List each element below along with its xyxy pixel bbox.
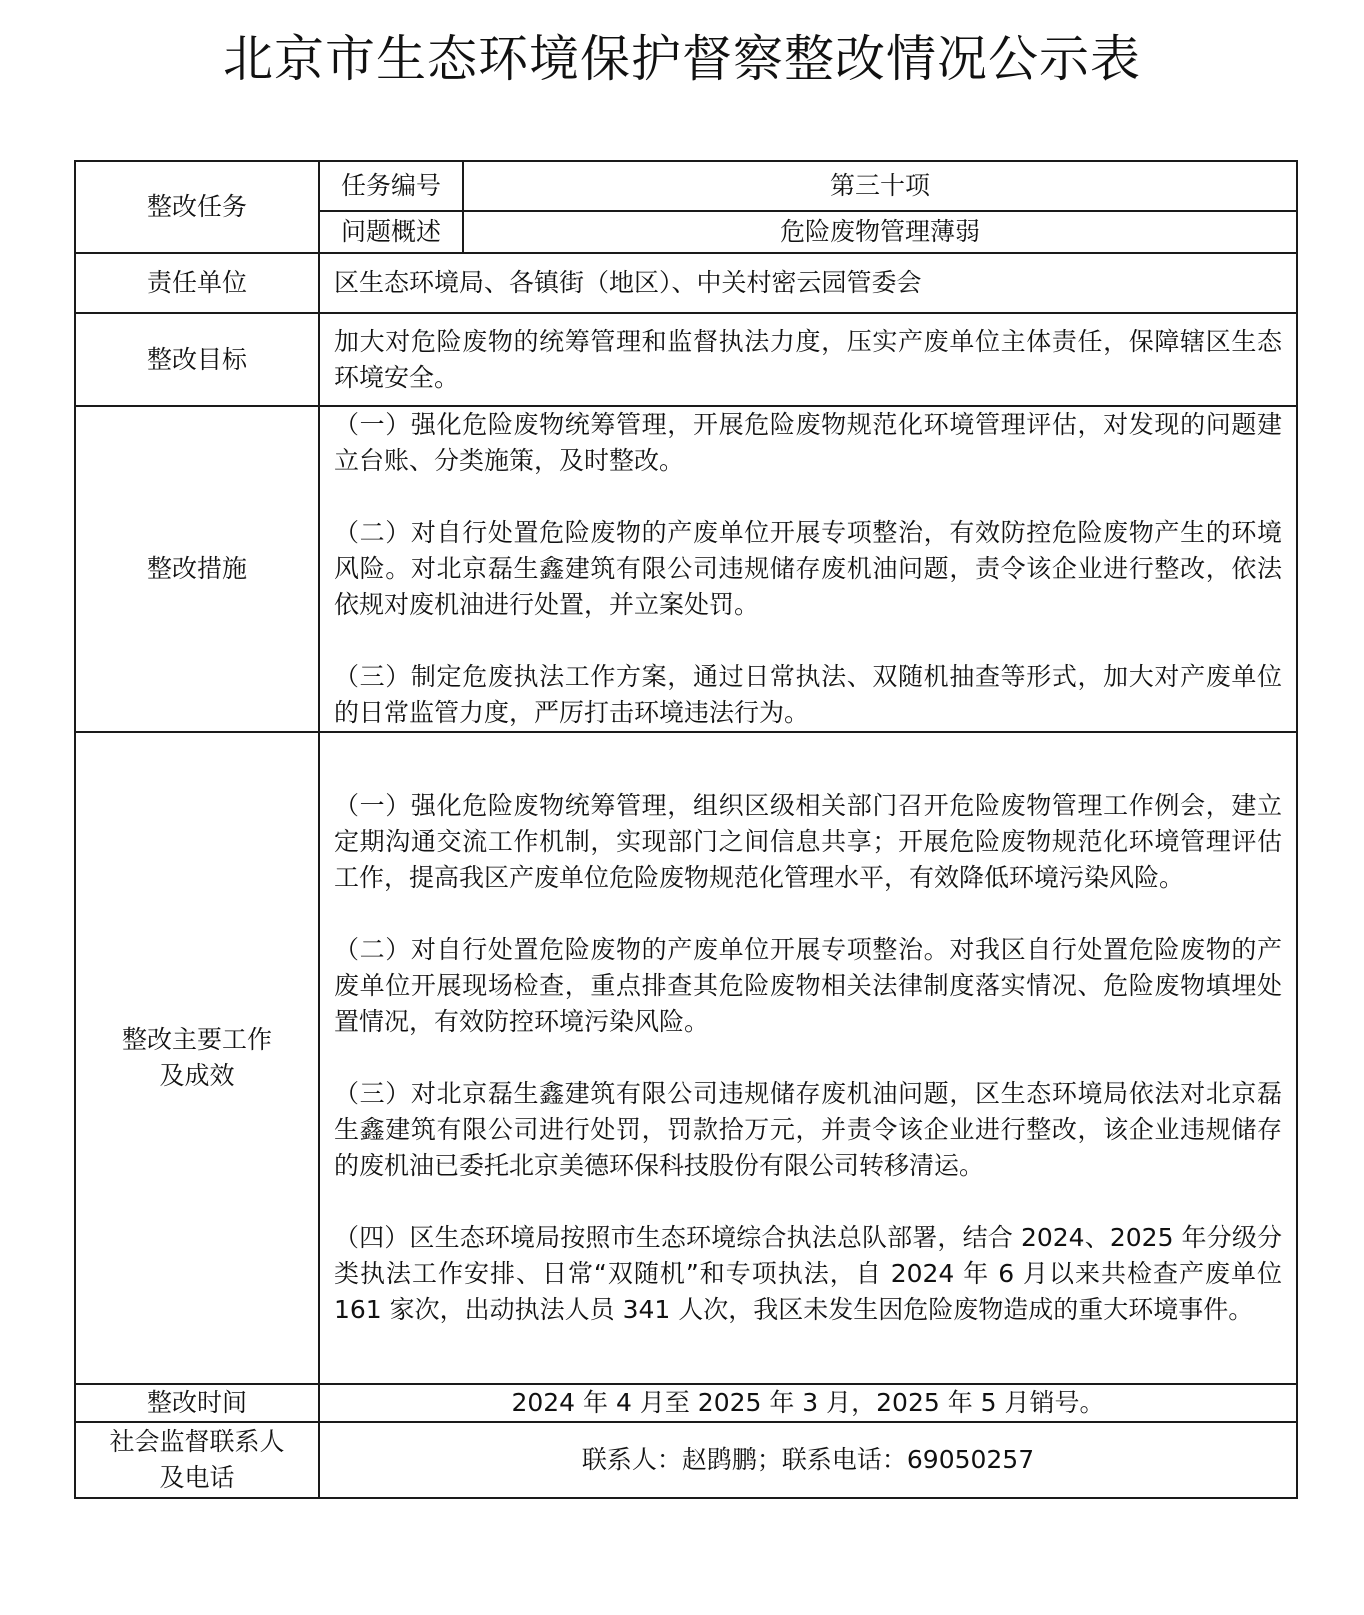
timeline-row (75, 1384, 1297, 1422)
task-number-label: 任务编号 (319, 161, 463, 211)
measures-row (75, 406, 1297, 732)
work-item: （三）对北京磊生鑫建筑有限公司违规储存废机油问题，区生态环境局依法对北京磊生鑫建筑有限公司进行处罚，罚款拾万元，并责令该企业进行整改，该企业违规储存的废机油已委托北京美德环保科技股份有限公司转移清运。 (334, 1079, 1282, 1180)
measures-content (319, 406, 1297, 732)
task-row-number (75, 161, 1297, 211)
goal-value: 加大对危险废物的统筹管理和监督执法力度，压实产废单位主体责任，保障辖区生态环境安全。 (319, 313, 1297, 406)
work-item: （一）强化危险废物统筹管理，组织区级相关部门召开危险废物管理工作例会，建立定期沟通交流工作机制，实现部门之间信息共享；开展危险废物规范化环境管理评估工作，提高我区产废单位危险废物规范化管理水平，有效降低环境污染风险。 (334, 791, 1282, 892)
page-title: 北京市生态环境保护督察整改情况公示表 (223, 30, 1141, 88)
work-label-line1: 整改主要工作 (121, 1025, 272, 1054)
task-summary-value: 危险废物管理薄弱 (463, 211, 1297, 253)
responsible-label: 责任单位 (75, 253, 319, 313)
goal-label: 整改目标 (75, 313, 319, 406)
task-number-value: 第三十项 (463, 161, 1297, 211)
work-content (319, 732, 1297, 1384)
responsible-value: 区生态环境局、各镇街（地区）、中关村密云园管委会 (319, 253, 1297, 313)
measure-item: （二）对自行处置危险废物的产废单位开展专项整治，有效防控危险废物产生的环境风险。对北京磊生鑫建筑有限公司违规储存废机油问题，责令该企业进行整改，依法依规对废机油进行处置，并立案处罚。 (334, 518, 1282, 619)
goal-row (75, 313, 1297, 406)
responsible-row (75, 253, 1297, 313)
task-summary-label: 问题概述 (319, 211, 463, 253)
timeline-label: 整改时间 (75, 1384, 319, 1422)
work-item: （二）对自行处置危险废物的产废单位开展专项整治。对我区自行处置危险废物的产废单位开展现场检查，重点排查其危险废物相关法律制度落实情况、危险废物填埋处置情况，有效防控环境污染风险。 (334, 935, 1282, 1036)
contact-value: 联系人：赵鹍鹏；联系电话：69050257 (319, 1422, 1297, 1498)
work-label-line2: 及成效 (159, 1061, 235, 1090)
task-label: 整改任务 (75, 161, 319, 253)
contact-row (75, 1422, 1297, 1498)
work-label (75, 732, 319, 1384)
measure-item: （一）强化危险废物统筹管理，开展危险废物规范化环境管理评估，对发现的问题建立台账、分类施策，及时整改。 (334, 410, 1282, 475)
notice-table (74, 160, 1298, 1499)
contact-label-line2: 及电话 (159, 1463, 235, 1492)
contact-label (75, 1422, 319, 1498)
timeline-value: 2024 年 4 月至 2025 年 3 月，2025 年 5 月销号。 (319, 1384, 1297, 1422)
work-item: （四）区生态环境局按照市生态环境综合执法总队部署，结合 2024、2025 年分级分类执法工作安排、日常“双随机”和专项执法，自 2024 年 6 月以来共检查产废单位 161 家次，出动执法人员 341 人次，我区未发生因危险废物造成的重大环境事件。 (334, 1223, 1282, 1324)
contact-label-line1: 社会监督联系人 (109, 1427, 285, 1456)
measures-label: 整改措施 (75, 406, 319, 732)
measure-item: （三）制定危废执法工作方案，通过日常执法、双随机抽查等形式，加大对产废单位的日常监管力度，严厉打击环境违法行为。 (334, 662, 1282, 727)
work-row (75, 732, 1297, 1384)
